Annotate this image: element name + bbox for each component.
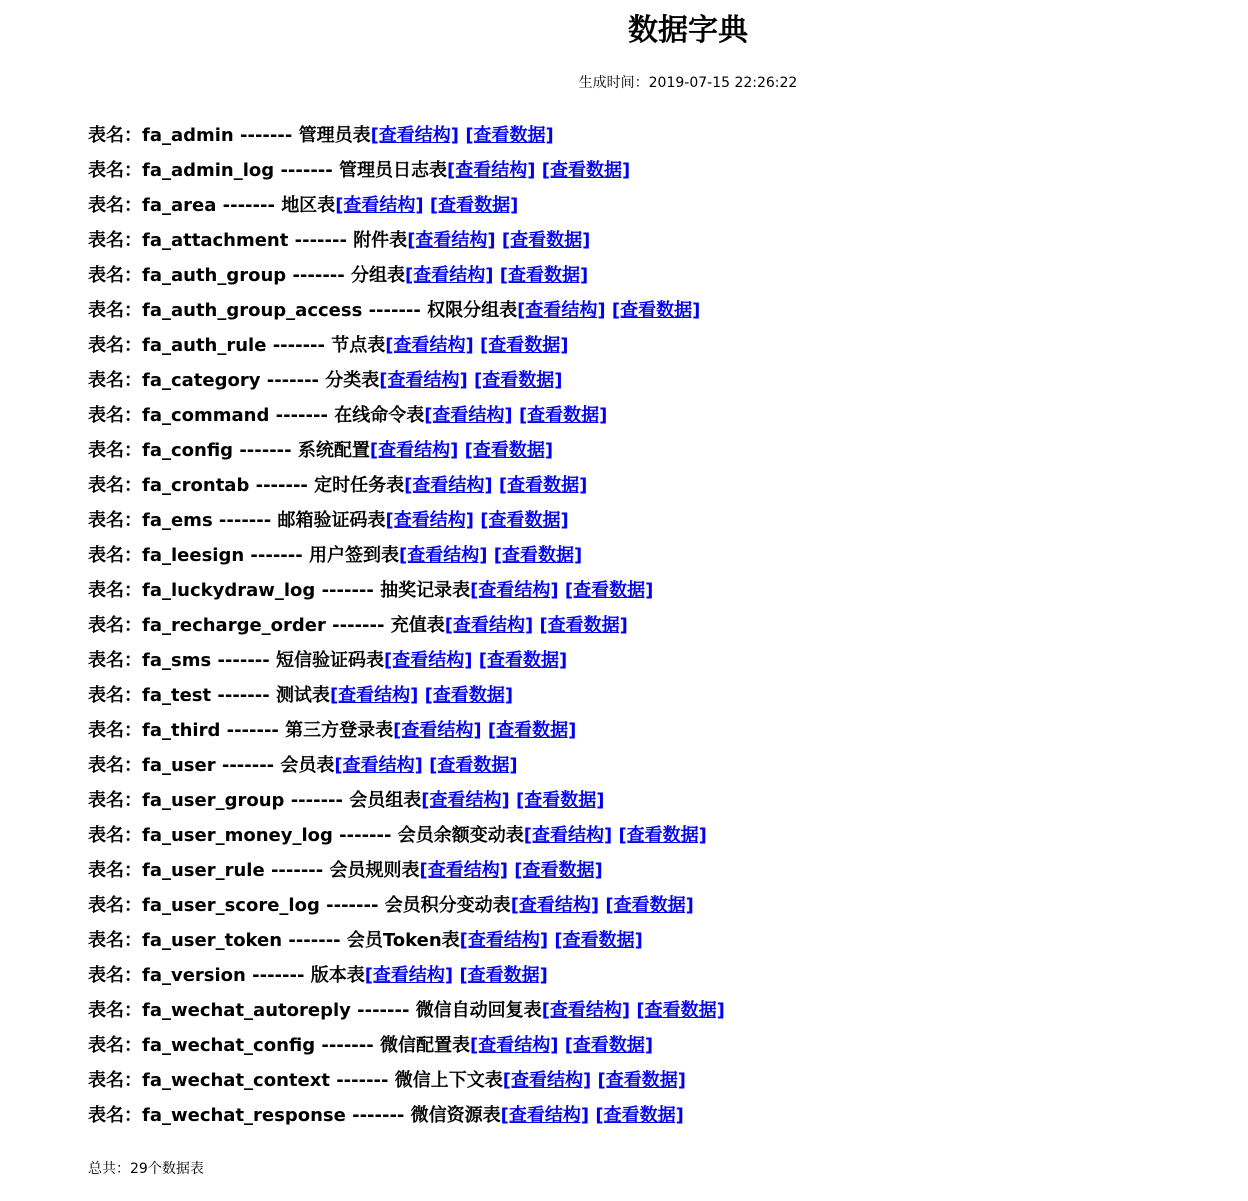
table-comment: 测试表 <box>275 685 330 706</box>
table-comment: 抽奖记录表 <box>380 580 471 601</box>
row-prefix: 表名： <box>88 230 142 251</box>
row-prefix: 表名： <box>88 1000 142 1021</box>
row-prefix: 表名： <box>88 545 142 566</box>
table-comment: 在线命令表 <box>334 405 425 426</box>
table-row <box>88 1063 725 1098</box>
table-comment: 邮箱验证码表 <box>277 510 386 531</box>
page-title: 数据字典 <box>628 13 748 48</box>
view-structure-link[interactable]: [查看结构] <box>334 755 423 776</box>
table-name: fa_wechat_autoreply <box>142 1000 351 1021</box>
table-name: fa_auth_group_access <box>142 300 363 321</box>
table-row <box>88 1028 725 1063</box>
view-data-link[interactable]: [查看数据] <box>541 160 631 181</box>
separator: ------- <box>282 930 347 951</box>
table-name: fa_test <box>142 685 212 706</box>
table-row <box>88 363 725 398</box>
row-prefix: 表名： <box>88 930 142 951</box>
view-data-link[interactable]: [查看数据] <box>478 650 568 671</box>
table-row <box>88 643 725 678</box>
view-data-link[interactable]: [查看数据] <box>539 615 628 636</box>
table-name: fa_category <box>142 370 261 391</box>
table-comment: 分组表 <box>351 265 406 286</box>
table-comment: 系统配置 <box>297 440 370 461</box>
view-data-link[interactable]: [查看数据] <box>515 790 605 811</box>
view-structure-link[interactable]: [查看结构] <box>393 720 482 741</box>
row-prefix: 表名： <box>88 860 142 881</box>
row-prefix: 表名： <box>88 790 142 811</box>
view-structure-link[interactable]: [查看结构] <box>523 825 613 846</box>
table-row <box>88 853 725 888</box>
separator: ------- <box>319 895 385 916</box>
separator: ------- <box>284 790 350 811</box>
table-name: fa_recharge_order <box>142 615 326 636</box>
view-structure-link[interactable]: [查看结构] <box>385 335 474 356</box>
view-data-link[interactable]: [查看数据] <box>564 580 654 601</box>
table-name: fa_user_group <box>142 790 285 811</box>
separator: ------- <box>215 755 281 776</box>
view-data-link[interactable]: [查看数据] <box>459 965 548 986</box>
view-data-link[interactable]: [查看数据] <box>597 1070 686 1091</box>
table-name: fa_config <box>142 440 234 461</box>
separator: ------- <box>325 615 391 636</box>
view-structure-link[interactable]: [查看结构] <box>444 615 534 636</box>
view-structure-link[interactable]: [查看结构] <box>398 545 488 566</box>
table-row <box>88 608 725 643</box>
view-structure-link[interactable]: [查看结构] <box>407 230 496 251</box>
separator: ------- <box>216 195 282 216</box>
table-comment: 定时任务表 <box>314 475 405 496</box>
table-name: fa_wechat_context <box>142 1070 330 1091</box>
separator: ------- <box>244 545 309 566</box>
table-row <box>88 223 725 258</box>
table-name: fa_user <box>142 755 216 776</box>
view-data-link[interactable]: [查看数据] <box>487 720 577 741</box>
view-data-link[interactable]: [查看数据] <box>480 335 569 356</box>
row-prefix: 表名： <box>88 405 142 426</box>
separator: ------- <box>332 825 398 846</box>
view-data-link[interactable]: [查看数据] <box>636 1000 725 1021</box>
generated-time-line <box>0 74 1248 92</box>
table-name: fa_sms <box>142 650 212 671</box>
table-comment: 管理员表 <box>298 125 371 146</box>
view-structure-link[interactable]: [查看结构] <box>379 370 468 391</box>
table-row <box>88 783 725 818</box>
row-prefix: 表名： <box>88 685 142 706</box>
view-structure-link[interactable]: [查看结构] <box>404 475 493 496</box>
view-structure-link[interactable]: [查看结构] <box>447 160 536 181</box>
view-data-link[interactable]: [查看数据] <box>618 825 707 846</box>
table-comment: 短信验证码表 <box>276 650 384 671</box>
view-data-link[interactable]: [查看数据] <box>499 265 589 286</box>
separator: ------- <box>220 720 286 741</box>
view-structure-link[interactable]: [查看结构] <box>424 405 513 426</box>
view-structure-link[interactable]: [查看结构] <box>405 265 494 286</box>
table-name: fa_auth_rule <box>142 335 267 356</box>
table-row <box>88 748 725 783</box>
separator: ------- <box>269 405 335 426</box>
view-data-link[interactable]: [查看数据] <box>595 1105 684 1126</box>
table-row <box>88 713 725 748</box>
view-data-link[interactable]: [查看数据] <box>429 195 519 216</box>
separator: ------- <box>288 230 354 251</box>
separator: ------- <box>329 1070 395 1091</box>
view-data-link[interactable]: [查看数据] <box>554 930 643 951</box>
table-row <box>88 258 725 293</box>
table-comment: 管理员日志表 <box>339 160 447 181</box>
view-structure-link[interactable]: [查看结构] <box>384 650 473 671</box>
table-name: fa_user_money_log <box>142 825 333 846</box>
separator: ------- <box>266 335 332 356</box>
row-prefix: 表名： <box>88 825 142 846</box>
row-prefix: 表名： <box>88 650 142 671</box>
total-text: 29个数据表 <box>130 1161 204 1177</box>
separator: ------- <box>249 475 315 496</box>
table-name: fa_luckydraw_log <box>142 580 316 601</box>
row-prefix: 表名： <box>88 1035 142 1056</box>
separator: ------- <box>260 370 326 391</box>
table-name: fa_command <box>142 405 270 426</box>
table-row <box>88 1098 725 1133</box>
table-row <box>88 328 725 363</box>
separator: ------- <box>233 440 298 461</box>
table-comment: 会员表 <box>280 755 335 776</box>
view-structure-link[interactable]: [查看结构] <box>369 440 459 461</box>
table-comment: 微信资源表 <box>410 1105 501 1126</box>
total-label: 总共： <box>88 1161 130 1177</box>
view-data-link[interactable]: [查看数据] <box>564 1035 654 1056</box>
view-data-link[interactable]: [查看数据] <box>514 860 603 881</box>
separator: ------- <box>286 265 352 286</box>
separator: ------- <box>211 650 276 671</box>
table-comment: 第三方登录表 <box>285 720 394 741</box>
view-structure-link[interactable]: [查看结构] <box>421 790 510 811</box>
view-data-link[interactable]: [查看数据] <box>474 370 563 391</box>
table-row <box>88 188 725 223</box>
total-count <box>88 1160 204 1178</box>
table-comment: 附件表 <box>353 230 408 251</box>
row-prefix: 表名： <box>88 440 142 461</box>
separator: ------- <box>212 510 278 531</box>
table-row <box>88 923 725 958</box>
table-comment: 地区表 <box>281 195 336 216</box>
separator: ------- <box>350 1000 416 1021</box>
table-name: fa_user_token <box>142 930 283 951</box>
table-name: fa_wechat_response <box>142 1105 346 1126</box>
table-comment: 微信配置表 <box>379 1035 470 1056</box>
row-prefix: 表名： <box>88 335 142 356</box>
view-data-link[interactable]: [查看数据] <box>480 510 569 531</box>
view-structure-link[interactable]: [查看结构] <box>370 125 460 146</box>
table-name: fa_third <box>142 720 221 741</box>
view-structure-link[interactable]: [查看结构] <box>469 1035 559 1056</box>
row-prefix: 表名： <box>88 1070 142 1091</box>
separator: ------- <box>315 1035 380 1056</box>
row-prefix: 表名： <box>88 510 142 531</box>
table-name: fa_ems <box>142 510 213 531</box>
table-row <box>88 398 725 433</box>
table-comment: 会员规则表 <box>329 860 420 881</box>
table-comment: 会员Token表 <box>346 930 460 951</box>
view-data-link[interactable]: [查看数据] <box>518 405 608 426</box>
row-prefix: 表名： <box>88 755 142 776</box>
table-name: fa_version <box>142 965 246 986</box>
table-name: fa_leesign <box>142 545 245 566</box>
table-name: fa_admin <box>142 125 234 146</box>
table-comment: 微信上下文表 <box>394 1070 503 1091</box>
table-comment: 充值表 <box>390 615 445 636</box>
table-row <box>88 958 725 993</box>
table-row <box>88 293 725 328</box>
table-row <box>88 118 725 153</box>
view-data-link[interactable]: [查看数据] <box>424 685 514 706</box>
table-row <box>88 573 725 608</box>
row-prefix: 表名： <box>88 125 142 146</box>
view-structure-link[interactable]: [查看结构] <box>541 1000 631 1021</box>
separator: ------- <box>264 860 330 881</box>
table-row <box>88 993 725 1028</box>
table-row <box>88 503 725 538</box>
view-structure-link[interactable]: [查看结构] <box>329 685 419 706</box>
table-name: fa_user_rule <box>142 860 265 881</box>
table-name: fa_crontab <box>142 475 250 496</box>
table-row <box>88 468 725 503</box>
table-comment: 分类表 <box>325 370 380 391</box>
view-data-link[interactable]: [查看数据] <box>605 895 694 916</box>
table-name: fa_attachment <box>142 230 289 251</box>
table-comment: 微信自动回复表 <box>415 1000 542 1021</box>
table-row <box>88 818 725 853</box>
view-structure-link[interactable]: [查看结构] <box>364 965 454 986</box>
table-row <box>88 153 725 188</box>
separator: ------- <box>315 580 381 601</box>
table-comment: 版本表 <box>310 965 365 986</box>
row-prefix: 表名： <box>88 195 142 216</box>
table-comment: 权限分组表 <box>427 300 518 321</box>
separator: ------- <box>362 300 428 321</box>
separator: ------- <box>245 965 311 986</box>
table-row <box>88 538 725 573</box>
view-data-link[interactable]: [查看数据] <box>611 300 701 321</box>
view-structure-link[interactable]: [查看结构] <box>459 930 549 951</box>
row-prefix: 表名： <box>88 615 142 636</box>
view-structure-link[interactable]: [查看结构] <box>510 895 600 916</box>
view-structure-link[interactable]: [查看结构] <box>419 860 508 881</box>
table-comment: 会员积分变动表 <box>384 895 511 916</box>
view-data-link[interactable]: [查看数据] <box>465 125 554 146</box>
separator: ------- <box>233 125 299 146</box>
row-prefix: 表名： <box>88 370 142 391</box>
row-prefix: 表名： <box>88 720 142 741</box>
generated-time: 2019-07-15 22:26:22 <box>648 75 798 91</box>
table-row <box>88 433 725 468</box>
view-structure-link[interactable]: [查看结构] <box>335 195 424 216</box>
view-data-link[interactable]: [查看数据] <box>498 475 588 496</box>
table-name: fa_wechat_config <box>142 1035 316 1056</box>
view-data-link[interactable]: [查看数据] <box>464 440 554 461</box>
table-comment: 会员余额变动表 <box>397 825 524 846</box>
row-prefix: 表名： <box>88 265 142 286</box>
table-name: fa_admin_log <box>142 160 275 181</box>
view-structure-link[interactable]: [查看结构] <box>470 580 559 601</box>
separator: ------- <box>274 160 339 181</box>
view-data-link[interactable]: [查看数据] <box>501 230 591 251</box>
table-list <box>88 118 725 1133</box>
table-name: fa_auth_group <box>142 265 287 286</box>
row-prefix: 表名： <box>88 1105 142 1126</box>
table-row <box>88 888 725 923</box>
row-prefix: 表名： <box>88 300 142 321</box>
row-prefix: 表名： <box>88 160 142 181</box>
separator: ------- <box>211 685 276 706</box>
row-prefix: 表名： <box>88 895 142 916</box>
table-comment: 用户签到表 <box>308 545 399 566</box>
view-structure-link[interactable]: [查看结构] <box>502 1070 592 1091</box>
table-comment: 会员组表 <box>349 790 422 811</box>
table-comment: 节点表 <box>331 335 386 356</box>
view-structure-link[interactable]: [查看结构] <box>500 1105 590 1126</box>
table-name: fa_area <box>142 195 217 216</box>
separator: ------- <box>345 1105 411 1126</box>
generated-label: 生成时间： <box>578 75 649 91</box>
view-data-link[interactable]: [查看数据] <box>429 755 518 776</box>
view-structure-link[interactable]: [查看结构] <box>385 510 474 531</box>
row-prefix: 表名： <box>88 475 142 496</box>
view-data-link[interactable]: [查看数据] <box>493 545 583 566</box>
row-prefix: 表名： <box>88 580 142 601</box>
view-structure-link[interactable]: [查看结构] <box>517 300 606 321</box>
table-name: fa_user_score_log <box>142 895 320 916</box>
row-prefix: 表名： <box>88 965 142 986</box>
table-row <box>88 678 725 713</box>
